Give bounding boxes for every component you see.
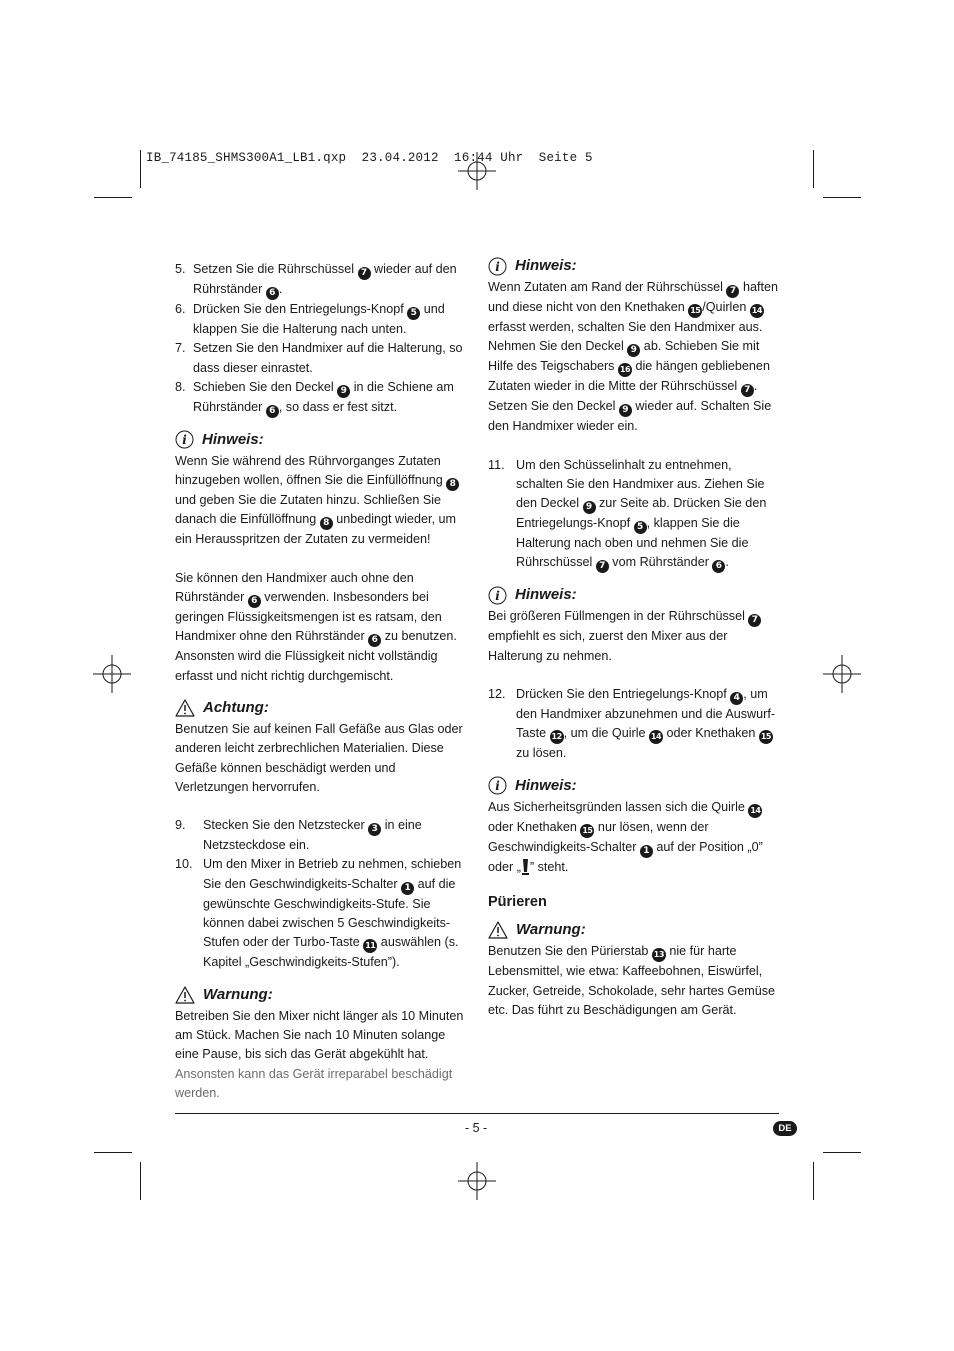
list-number: 10. [175, 857, 193, 872]
part-number-badge: 5 [407, 307, 420, 320]
hinweis-title: Hinweis: [202, 430, 264, 448]
part-number-badge: 14 [649, 730, 663, 744]
info-icon [175, 430, 194, 449]
part-number-badge: 15 [759, 730, 773, 744]
text-run: Bei größeren Füllmengen in der Rührschüssel [488, 609, 749, 624]
part-number-badge: 15 [580, 824, 594, 838]
achtung-heading [175, 698, 467, 718]
part-number-badge: 8 [320, 517, 333, 530]
part-number-badge: 11 [363, 939, 377, 953]
text-run: ab. Schieben Sie mit Hilfe des Teigschabers [488, 339, 760, 374]
hinweis-title: Hinweis: [515, 776, 577, 794]
steps-5-8 [175, 260, 467, 418]
text-run: . [725, 555, 729, 570]
part-number-badge: 16 [618, 363, 632, 377]
list-text [193, 260, 467, 300]
info-icon [488, 586, 507, 605]
text-run: unbedingt wieder, um ein Herausspritzen der Zutaten zu vermeiden! [175, 512, 456, 547]
text-run: empfiehlt es sich, zuerst den Mixer aus der Halterung zu nehmen. [488, 629, 728, 663]
crop-mark [140, 1162, 141, 1200]
text-run: , klappen Sie die Halterung nach oben und nehmen Sie die Rührschüssel [516, 516, 749, 570]
footer-rule [175, 1113, 779, 1114]
text-run: Sie können den Handmixer auch ohne den Rührständer [175, 570, 414, 605]
crop-mark [823, 1152, 861, 1153]
list-item [488, 456, 780, 574]
warnung-heading [488, 920, 780, 940]
part-number-badge: 7 [741, 384, 754, 397]
text-run: . Setzen Sie den Deckel [488, 379, 758, 414]
part-number-badge: 7 [596, 560, 609, 573]
text-run: zu lösen. [516, 746, 567, 761]
list-text [193, 300, 467, 339]
part-number-badge: 12 [550, 730, 564, 744]
part-number-badge: 7 [358, 267, 371, 280]
text-run: zur Seite ab. Drücken Sie den Entriegelungs-Knopf [516, 496, 767, 531]
list-number: 12. [488, 687, 506, 702]
warnung-heading [175, 985, 467, 1005]
text-run: Drücken Sie den Entriegelungs-Knopf [193, 302, 408, 316]
crop-mark [94, 197, 132, 198]
warnung-text-gray: Ansonsten kann das Gerät irreparabel beschädigt werden. [175, 1066, 453, 1100]
list-text [516, 456, 780, 574]
svg-text:i: i [495, 588, 500, 603]
crop-mark [813, 1162, 814, 1200]
list-number: 9. [175, 818, 186, 833]
text-run: auf die gewünschte Geschwindigkeits-Stufe. Sie können dabei zwischen 5 Geschwindigkeits-Stufen oder der Turbo-Taste [203, 876, 456, 950]
text-run: /Quirlen [702, 300, 750, 314]
crop-mark [823, 197, 861, 198]
text-run: und geben Sie die Zutaten hinzu. Schließen Sie danach die Einfüllöffnung [175, 493, 442, 527]
svg-text:i: i [495, 259, 500, 274]
part-number-badge: 5 [634, 521, 647, 534]
warnung-text [488, 942, 780, 1020]
achtung-title: Achtung: [203, 698, 269, 716]
part-number-badge: 4 [730, 692, 743, 705]
list-text [516, 685, 780, 764]
registration-mark-icon [823, 655, 861, 693]
hinweis-heading [488, 256, 780, 276]
warning-triangle-icon [488, 921, 508, 939]
list-text [193, 339, 467, 378]
part-number-badge: 6 [266, 405, 279, 418]
achtung-text: Benutzen Sie auf keinen Fall Gefäße aus Glas oder anderen leicht zerbrechlichen Materialien. Diese Gefäße können beschädigt werden und Verletzungen hervorrufen. [175, 721, 463, 794]
list-item [488, 685, 780, 764]
svg-text:i: i [495, 779, 500, 794]
crop-mark [94, 1152, 132, 1153]
text-run: Um den Schüsselinhalt zu entnehmen, schalten Sie den Handmixer aus. Ziehen Sie den Deckel [516, 457, 765, 511]
text-run: Um den Mixer in Betrieb zu nehmen, schieben Sie den Geschwindigkeits-Schalter [203, 857, 462, 891]
part-number-badge: 6 [248, 595, 261, 608]
list-item [175, 339, 467, 378]
warnung-text-main: Betreiben Sie den Mixer nicht länger als 10 Minuten am Stück. Machen Sie nach 10 Minuten solange eine Pause, bis sich das Gerät abgekühlt hat. [175, 1008, 464, 1062]
text-run: vom Rührständer [608, 555, 713, 570]
text-run: zu benutzen. Ansonsten wird die Flüssigkeit nicht vollständig erfasst und nicht richtig durchgemischt. [175, 629, 457, 683]
text-run: nur lösen, wenn der Geschwindigkeits-Schalter [488, 819, 709, 854]
registration-mark-icon [458, 1162, 496, 1200]
hinweis-text [488, 607, 780, 666]
list-item [175, 855, 467, 972]
part-number-badge: 1 [640, 845, 653, 858]
left-column [175, 260, 467, 1103]
text-run: wieder auf. Schalten Sie den Handmixer wieder ein. [488, 399, 772, 434]
section-title: Pürieren [488, 893, 547, 910]
hinweis-text [488, 278, 780, 437]
text-run: Stecken Sie den Netzstecker [203, 818, 369, 833]
hinweis-title: Hinweis: [515, 586, 577, 604]
hinweis-text [488, 798, 780, 877]
part-number-badge: 9 [619, 404, 632, 417]
list-number: 11. [488, 457, 505, 472]
text-run: haften und diese nicht von den Knethaken [488, 280, 778, 314]
text-run: Setzen Sie den Handmixer auf die Halterung, so dass dieser einrastet. [193, 341, 463, 375]
text-run: Schieben Sie den Deckel [193, 379, 338, 394]
part-number-badge: 9 [337, 385, 350, 398]
part-number-badge: 6 [712, 560, 725, 573]
language-badge: DE [773, 1121, 797, 1136]
text-run: . [278, 282, 283, 296]
text-run: , um die Quirle [563, 726, 649, 741]
list-item [175, 816, 467, 855]
list-item [175, 300, 467, 339]
text-run: Wenn Sie während des Rührvorganges Zutaten hinzugeben wollen, öffnen Sie die Einfüllöffnung [175, 453, 447, 488]
text-run: , um den Handmixer abzunehmen und die Auswurf-Taste [516, 687, 776, 741]
print-slug: IB_74185_SHMS300A1_LB1.qxp 23.04.2012 16:44 Uhr Seite 5 [146, 151, 593, 165]
part-number-badge: 8 [446, 478, 459, 491]
text-run: erfasst werden, schalten Sie den Handmixer aus. Nehmen Sie den Deckel [488, 320, 763, 354]
list-text [193, 378, 467, 418]
warning-triangle-icon [175, 699, 195, 717]
hinweis-heading [488, 585, 780, 605]
part-number-badge: 3 [368, 823, 381, 836]
text-run: wieder auf den Rührständer [193, 262, 457, 296]
list-number: 6. [175, 302, 186, 316]
list-item [175, 378, 467, 418]
registration-mark-icon [93, 655, 131, 693]
hinweis-title: Hinweis: [515, 257, 577, 274]
crop-mark [140, 150, 141, 188]
right-column [488, 252, 780, 1020]
crop-mark [813, 150, 814, 188]
step-12 [488, 685, 780, 764]
text-run: nie für harte Lebensmittel, wie etwa: Kaffeebohnen, Eiswürfel, Zucker, Getreide, Schokolade, sehr hartes Gemüse etc. Das führt zu Beschädigungen am Gerät. [488, 944, 775, 1017]
part-number-badge: 9 [583, 501, 596, 514]
part-number-badge: 14 [748, 804, 762, 818]
text-run: auswählen (s. Kapitel „Geschwindigkeits-Stufen”). [203, 935, 459, 970]
text-run: , so dass er fest sitzt. [278, 399, 398, 414]
text-run: die hängen gebliebenen Zutaten wieder in die Mitte der Rührschüssel [488, 359, 770, 394]
warning-triangle-icon [175, 986, 195, 1004]
warnung-title: Warnung: [203, 985, 273, 1003]
part-number-badge: 14 [750, 304, 764, 318]
step-11 [488, 456, 780, 574]
text-run: ” steht. [529, 859, 569, 874]
part-number-badge: 15 [688, 304, 702, 318]
text-run: verwenden. Insbesonders bei geringen Flüssigkeitsmengen ist es ratsam, den Handmixer ohne den Rührständer [175, 590, 442, 644]
part-number-badge: 6 [368, 634, 381, 647]
steps-9-10 [175, 816, 467, 972]
text-run: und klappen Sie die Halterung nach unten. [193, 302, 445, 336]
speed-switch-symbol-icon [521, 858, 530, 876]
text-run: in die Schiene am Rührständer [193, 379, 454, 414]
text-run: oder Knethaken [663, 726, 759, 741]
part-number-badge: 9 [627, 344, 640, 357]
info-icon [488, 257, 507, 276]
svg-text:i: i [182, 433, 187, 448]
text-run: Wenn Zutaten am Rand der Rührschüssel [488, 280, 727, 294]
part-number-badge: 7 [726, 285, 739, 298]
hinweis-heading [488, 776, 780, 796]
part-number-badge: 7 [748, 614, 761, 627]
text-run: Drücken Sie den Entriegelungs-Knopf [516, 687, 731, 702]
list-text [203, 855, 467, 972]
list-number: 7. [175, 341, 186, 356]
list-number: 8. [175, 379, 186, 394]
list-number: 5. [175, 262, 186, 276]
text-run: Aus Sicherheitsgründen lassen sich die Quirle [488, 799, 749, 814]
info-icon [488, 776, 507, 795]
paragraph [175, 569, 467, 686]
warnung-title: Warnung: [516, 921, 586, 939]
text-run: auf der Position „0” oder „ [488, 839, 763, 874]
hinweis-text [175, 452, 467, 550]
text-run: oder Knethaken [488, 819, 581, 834]
list-text [203, 816, 467, 855]
text-run: Benutzen Sie den Pürierstab [488, 944, 652, 959]
part-number-badge: 6 [266, 287, 279, 300]
warnung-text [175, 1007, 467, 1103]
text-run: in eine Netzsteckdose ein. [203, 818, 422, 853]
text-run: Setzen Sie die Rührschüssel [193, 262, 358, 276]
part-number-badge: 1 [401, 882, 414, 895]
list-item [175, 260, 467, 300]
hinweis-heading [175, 430, 467, 450]
page-number: - 5 - [465, 1121, 488, 1135]
part-number-badge: 13 [652, 948, 666, 962]
